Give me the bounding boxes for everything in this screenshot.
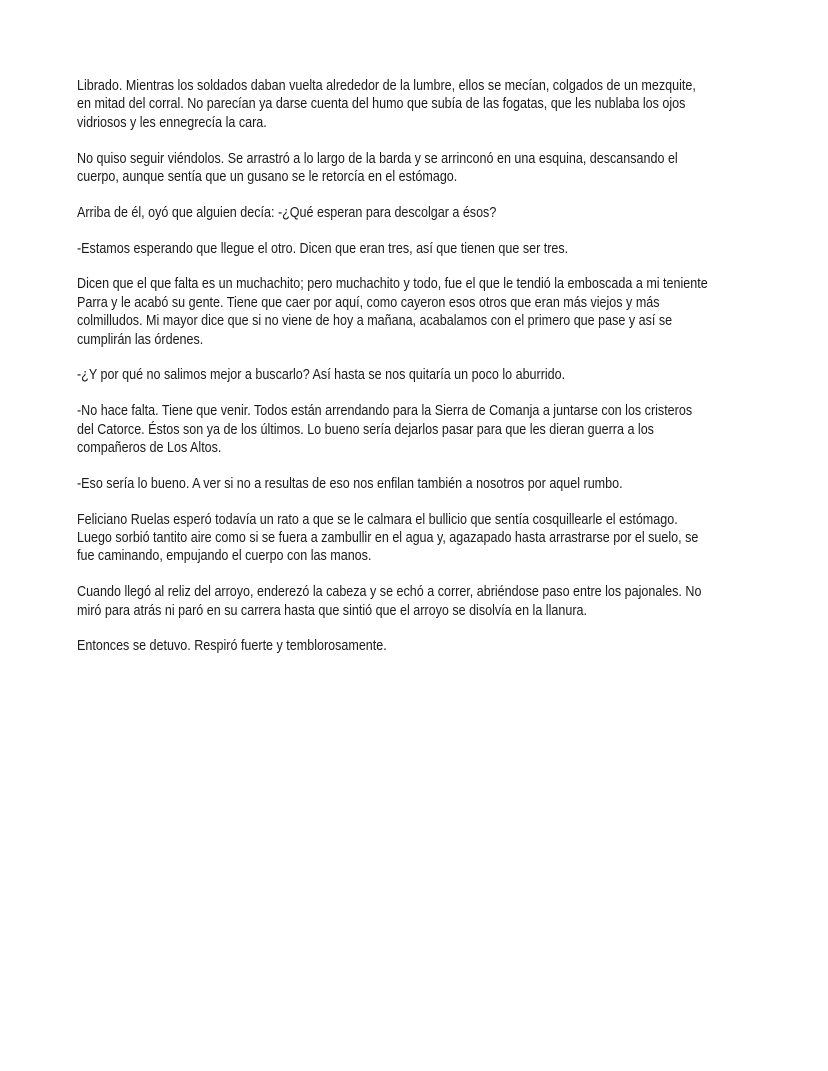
paragraph <box>77 475 757 493</box>
text-line: compañeros de Los Altos. <box>77 440 222 457</box>
paragraph <box>77 240 757 258</box>
text-line: vidriosos y les ennegrecía la cara. <box>77 114 267 131</box>
paragraph <box>77 366 757 384</box>
paragraph <box>77 77 757 132</box>
text-line: miró para atrás ni paró en su carrera hasta que sintió que el arroyo se disolvía en la llanura. <box>77 602 587 619</box>
text-line: cumplirán las órdenes. <box>77 331 204 348</box>
text-line: en mitad del corral. No parecían ya darse cuenta del humo que subía de las fogatas, que les nublaba los ojos <box>77 96 686 113</box>
text-line: Entonces se detuvo. Respiró fuerte y temblorosamente. <box>77 638 387 655</box>
text-line: cuerpo, aunque sentía que un gusano se le retorcía en el estómago. <box>77 169 458 186</box>
text-line: -Estamos esperando que llegue el otro. Dicen que eran tres, así que tienen que ser tres. <box>77 240 569 257</box>
text-line: -No hace falta. Tiene que venir. Todos están arrendando para la Sierra de Comanja a juntarse con los cristeros <box>77 403 693 420</box>
paragraph <box>77 204 757 222</box>
text-line: No quiso seguir viéndolos. Se arrastró a lo largo de la barda y se arrinconó en una esquina, descansando el <box>77 150 678 167</box>
paragraph <box>77 402 757 457</box>
text-line: del Catorce. Éstos son ya de los últimos. Lo bueno sería dejarlos pasar para que les dieran guerra a los <box>77 421 654 438</box>
paragraph <box>77 637 757 655</box>
text-line: -¿Y por qué no salimos mejor a buscarlo? Así hasta se nos quitaría un poco lo aburrido. <box>77 367 566 384</box>
text-line: Dicen que el que falta es un muchachito; pero muchachito y todo, fue el que le tendió la emboscada a mi teniente <box>77 276 708 293</box>
text-line: Parra y le acabó su gente. Tiene que caer por aquí, como cayeron esos otros que eran más viejos y más <box>77 294 660 311</box>
text-line: Arriba de él, oyó que alguien decía: -¿Qué esperan para descolgar a ésos? <box>77 204 497 221</box>
text-line: -Eso sería lo bueno. A ver si no a resultas de eso nos enfilan también a nosotros por aquel rumbo. <box>77 475 623 492</box>
text-line: Librado. Mientras los soldados daban vuelta alrededor de la lumbre, ellos se mecían, colgados de un mezquite, <box>77 78 696 94</box>
text-line: colmilludos. Mi mayor dice que si no viene de hoy a mañana, acabalamos con el primero que pase y así se <box>77 313 673 330</box>
text-line: Feliciano Ruelas esperó todavía un rato a que se le calmara el bullicio que sentía cosquillearle el estómago. <box>77 511 678 528</box>
paragraph <box>77 511 757 566</box>
paragraph <box>77 275 757 349</box>
text-line: Cuando llegó al reliz del arroyo, enderezó la cabeza y se echó a correr, abriéndose paso entre los pajonales. No <box>77 584 702 601</box>
paragraph <box>77 583 757 620</box>
text-line: fue caminando, empujando el cuerpo con las manos. <box>77 548 372 565</box>
paragraph <box>77 150 757 187</box>
document-page <box>77 77 757 673</box>
text-line: Luego sorbió tantito aire como si se fuera a zambullir en el agua y, agazapado hasta arrastrarse por el suelo, se <box>77 530 699 547</box>
